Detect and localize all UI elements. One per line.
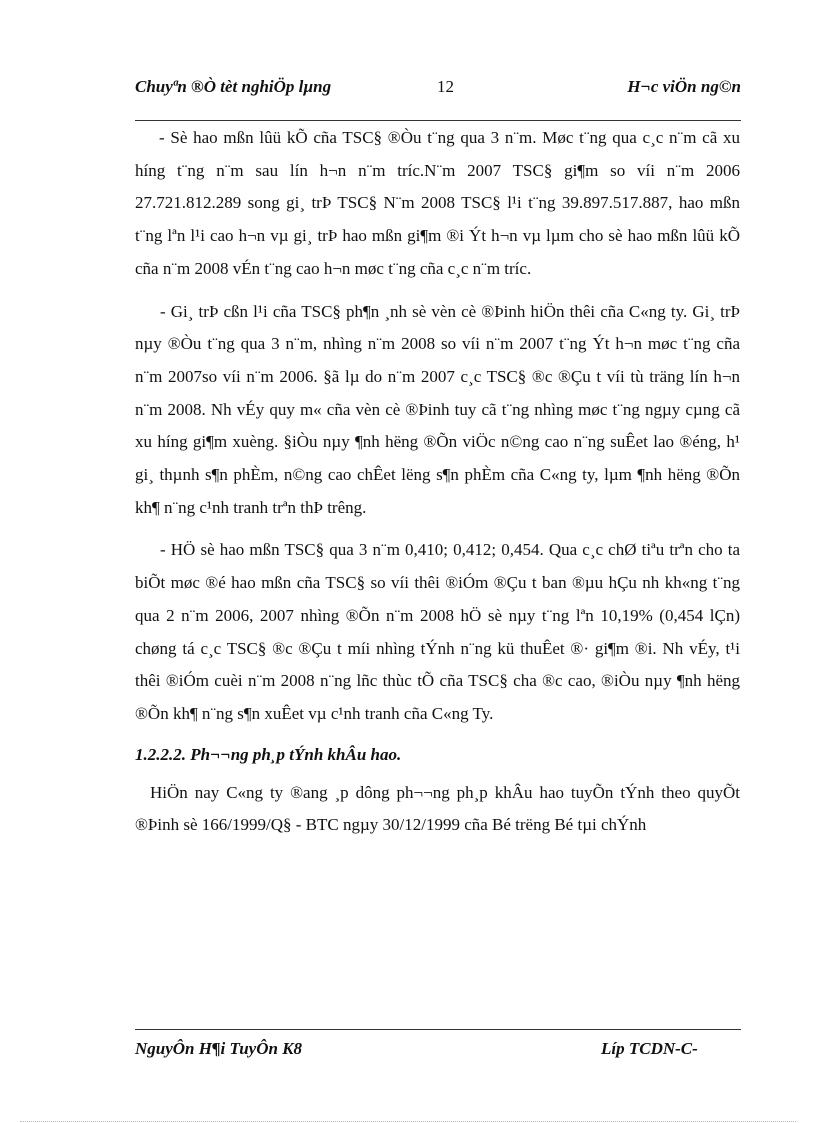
document-body <box>135 122 740 852</box>
section-heading: 1.2.2.2. Ph¬¬ng ph¸p tÝnh khÂu hao. <box>135 744 402 764</box>
header-institution: H¬c viÖn ng©n <box>627 77 741 96</box>
header-thesis-title: Chuyªn ®Ò tèt nghiÖp lµng <box>135 77 332 96</box>
paragraph-depreciation-method: HiÖn nay C«ng ty ®ang ¸p dông ph¬¬ng ph¸p khÂu hao tuyÕn tÝnh theo quyÕt ®Þinh sè 166/1999/Q§ - BTC ngµy 30/12/1999 cña Bé trëng Bé tµi chÝnh <box>135 782 740 835</box>
page-header <box>135 76 741 121</box>
page-edge-divider <box>20 1121 796 1122</box>
page-footer <box>135 1029 741 1080</box>
footer-class: Líp TCDN-C- <box>601 1039 698 1058</box>
footer-author: NguyÔn H¶i TuyÔn K8 <box>135 1039 303 1058</box>
paragraph-residual-value: - Gi¸ trÞ cßn l¹i cña TSC§ ph¶n ¸nh sè vèn cè ®Þinh hiÖn thêi cña C«ng ty. Gi¸ trÞ nµy ®Òu t¨ng qua 3 n¨m, nhìng n¨m 2008 so víi n¨m 2007 t¨ng Ýt h¬n møc t¨ng cña n¨m 2007so víi n¨m 2006. §ã lµ do n¨m 2007 c¸c TSC§ ®c ®Çu t víi tù träng lín h¬n n¨m 2008. Nh vÉy quy m« cña vèn cè ®Þinh tuy cã t¨ng nhìng møc t¨ng ngµy cµng cã xu híng gi¶m xuèng. §iÒu nµy ¶nh hëng ®Õn viÖc n©ng cao n¨ng suÊet lao ®éng, h¹ gi¸ thµnh s¶n phÈm, n©ng cao chÊet lëng s¶n phÈm cña C«ng ty, lµm ¶nh hëng ®Õn kh¶ n¨ng c¹nh tranh trªn thÞ trêng. <box>135 301 740 517</box>
paragraph-depreciation-ratio: - HÖ sè hao mßn TSC§ qua 3 n¨m 0,410; 0,412; 0,454. Qua c¸c chØ tiªu trªn cho ta biÕt møc ®é hao mßn cña TSC§ so víi thêi ®iÓm ®Çu t ban ®µu hÇu nh kh«ng t¨ng qua 2 n¨m 2006, 2007 nhìng ®Õn n¨m 2008 hÖ sè nµy t¨ng lªn 10,19% (0,454 lÇn) chøng tá c¸c TSC§ ®c ®Çu t míi nhìng tÝnh n¨ng kü thuÊet ®· gi¶m ®i. Nh vÉy, t¹i thêi ®iÓm cuèi n¨m 2008 n¨ng lñc thùc tÕ cña TSC§ cha ®c cao, ®iÒu nµy ¶nh hëng ®Õn kh¶ n¨ng s¶n xuÊet vµ c¹nh tranh cña C«ng Ty. <box>135 540 740 723</box>
page-number: 12 <box>437 77 454 96</box>
paragraph-accumulated-depreciation: - Sè hao mßn lûü kÕ cña TSC§ ®Òu t¨ng qua 3 n¨m. Møc t¨ng qua c¸c n¨m cã xu híng t¨ng n¨m sau lín h¬n n¨m tríc.N¨m 2007 TSC§ gi¶m so víi n¨m 2006 27.721.812.289 song gi¸ trÞ TSC§ N¨m 2008 TSC§ l¹i t¨ng 39.897.517.887, hao mßn t¨ng lªn l¹i cao h¬n vµ gi¸ trÞ hao mßn gi¶m ®i Ýt h¬n vµ lµm cho sè hao mßn lûü kÕ cña n¨m 2008 vÉn t¨ng cao h¬n møc t¨ng cña c¸c n¨m tríc. <box>135 128 740 278</box>
